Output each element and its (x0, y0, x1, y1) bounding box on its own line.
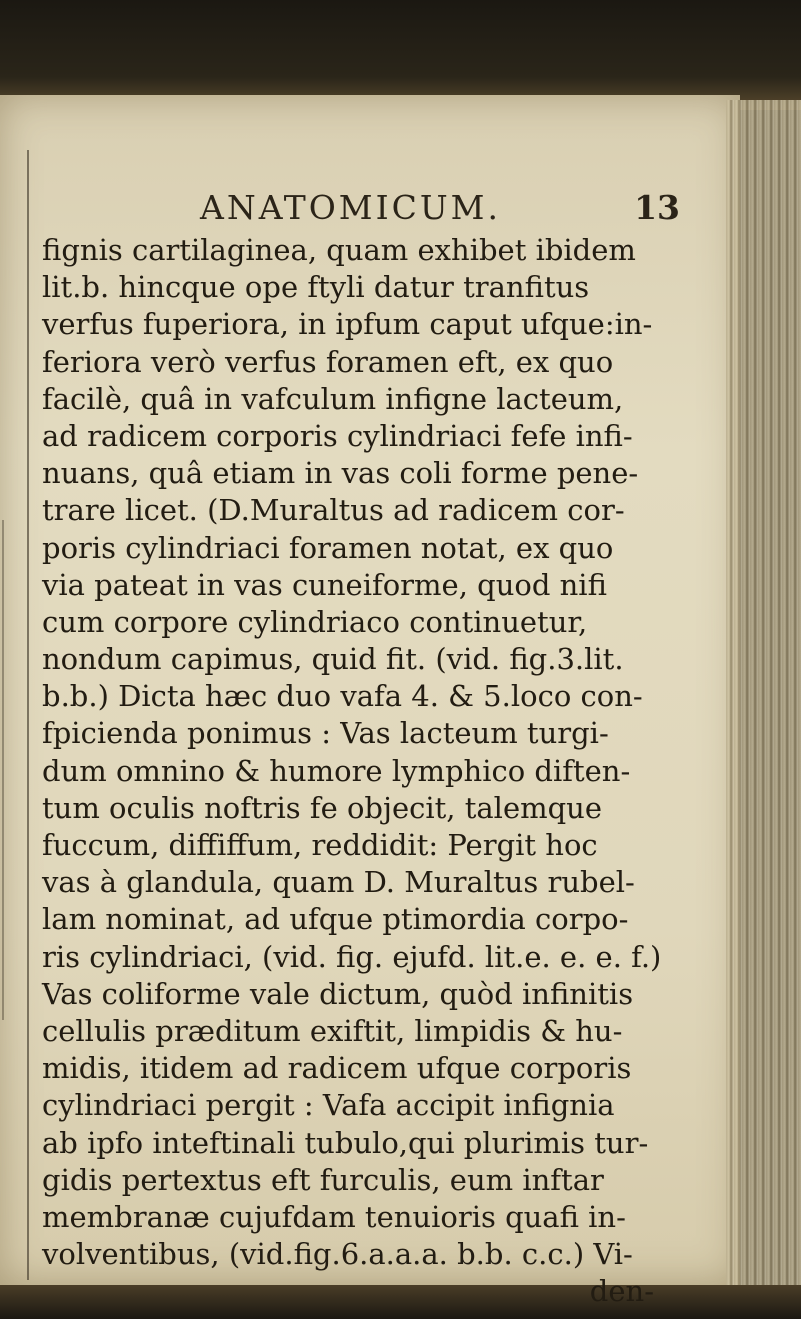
text-line: trare licet. (D.Muraltus ad radicem cor- (42, 493, 625, 528)
text-line: Vas coliforme vale dictum, quòd infinitis (42, 976, 634, 1011)
text-line: verfus fuperiora, in ipfum caput ufque:in- (42, 307, 653, 342)
gutter-line (27, 150, 29, 1280)
text-line: midis, itidem ad radicem ufque corporis (42, 1051, 632, 1086)
text-line: cellulis præditum exiftit, limpidis & hu- (42, 1013, 623, 1048)
text-line: volventibus, (vid.fig.6.a.a.a. b.b. c.c.) Vi- (42, 1237, 633, 1272)
text-line: feriora verò verfus foramen eft, ex quo (42, 344, 614, 379)
text-line: ris cylindriaci, (vid. fig. ejufd. lit.e. e. e. f.) (42, 939, 662, 974)
book-page-edges (726, 100, 801, 1300)
text-line: membranæ cujufdam tenuioris quafi in- (42, 1199, 626, 1234)
text-line: lam nominat, ad ufque ptimordia corpo- (42, 902, 629, 937)
body-text (42, 232, 662, 1310)
text-line: vas à glandula, quam D. Muraltus rubel- (42, 865, 635, 900)
page-header (200, 188, 680, 236)
page-number: 13 (634, 188, 680, 227)
text-line: cum corpore cylindriaco continuetur, (42, 604, 588, 639)
text-line: nondum capimus, quid fit. (vid. fig.3.lit. (42, 642, 624, 677)
text-line: ab ipfo inteftinali tubulo,qui plurimis tur- (42, 1125, 649, 1160)
catchword: den- (589, 1274, 654, 1309)
text-line: gidis pertextus eft furculis, eum inftar (42, 1162, 604, 1197)
text-line: tum oculis noftris fe objecit, talemque (42, 790, 603, 825)
text-line: ad radicem corporis cylindriaci fefe infi- (42, 418, 633, 453)
text-line: fignis cartilaginea, quam exhibet ibidem (42, 233, 636, 267)
text-line: nuans, quâ etiam in vas coli forme pene- (42, 456, 639, 491)
text-line: fuccum, diffiffum, reddidit: Pergit hoc (42, 828, 598, 862)
text-line: facilè, quâ in vafculum infigne lacteum, (42, 381, 624, 416)
text-line: lit.b. hincque ope ftyli datur tranfitus (42, 270, 590, 305)
scan-top-shadow (0, 0, 801, 110)
text-line: via pateat in vas cuneiforme, quod nifi (42, 567, 607, 602)
text-line: cylindriaci pergit : Vafa accipit infignia (42, 1088, 615, 1123)
text-line: dum omnino & humore lymphico diften- (42, 753, 631, 788)
text-line: poris cylindriaci foramen notat, ex quo (42, 530, 614, 565)
margin-marks (2, 520, 24, 1020)
text-line: fpicienda ponimus : Vas lacteum turgi- (42, 716, 609, 751)
text-line: b.b.) Dicta hæc duo vafa 4. & 5.loco con- (42, 679, 643, 714)
running-head: ANATOMICUM. (200, 188, 501, 227)
